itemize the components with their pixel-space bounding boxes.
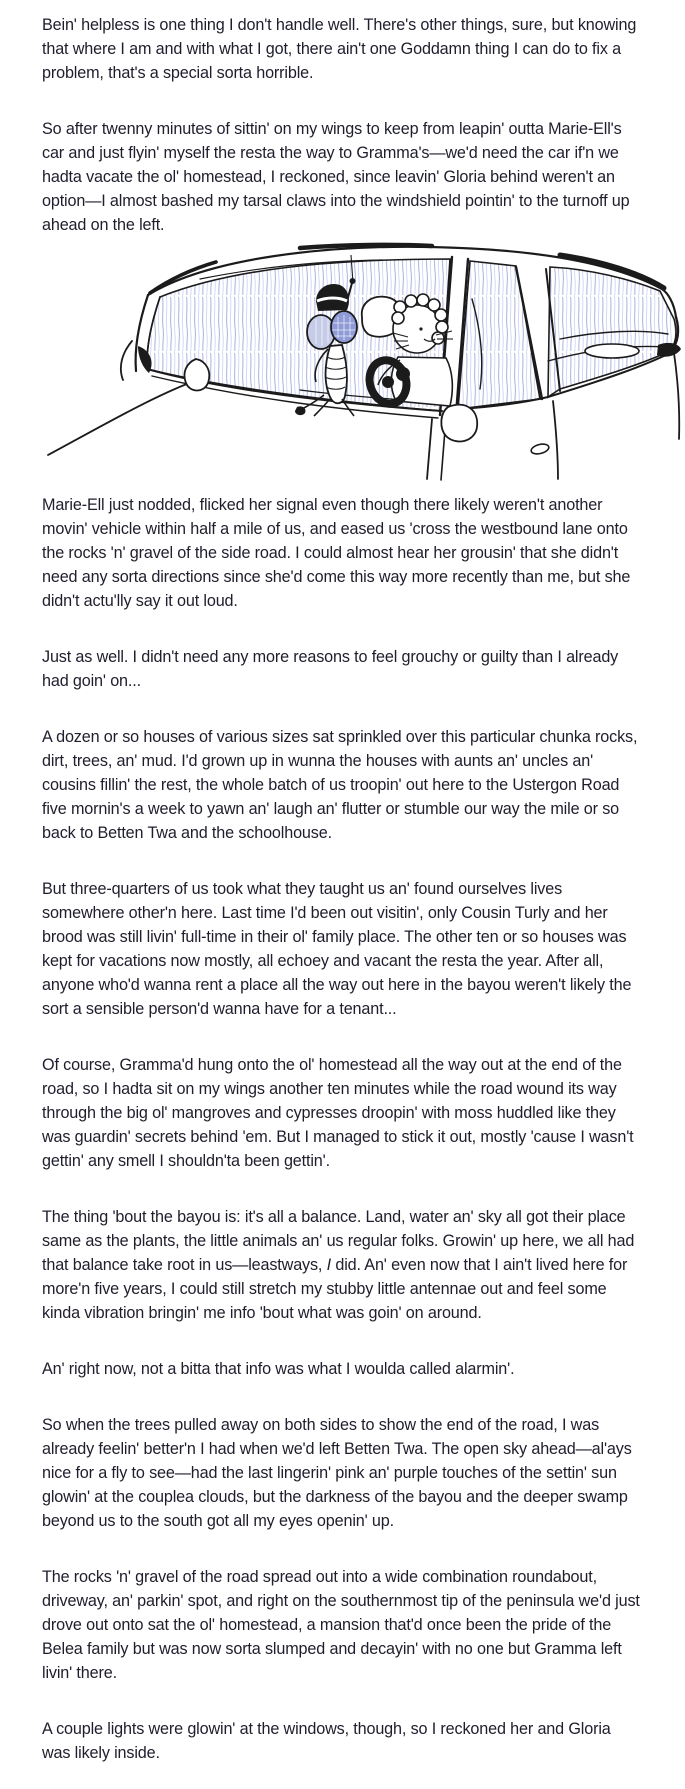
fly-hand: [350, 278, 356, 284]
driver-eye: [419, 327, 422, 330]
text-run: The rocks 'n' gravel of the road spread out into a wide combination roundabout, driveway, an' parkin' spot, and right on the southernmost tip of the peninsula we'd just drove out onto sat the ol' homestead, a mansion that'd once been the pride of the Belea family but was now sorta slumped and decayin' with no one but Gramma left livin' there.: [42, 1568, 640, 1682]
story-paragraph: [42, 645, 642, 693]
car-illustration: [0, 239, 685, 481]
side-mirror: [184, 359, 209, 391]
text-run: did. An' even now that I ain't lived here for more'n five years, I could still stretch my stubby little antennae out and feel some kinda vibration bringin' me info 'bout what was goin' on around.: [42, 1256, 628, 1322]
rear-lower-edge: [674, 353, 679, 439]
c-pillar-dark-accent: [657, 343, 681, 357]
text-run: An' right now, not a bitta that info was what I woulda called alarmin'.: [42, 1360, 515, 1378]
story-paragraph: [42, 1413, 642, 1533]
rear-door-shut-line: [553, 401, 558, 479]
driver-paw: [396, 367, 410, 381]
rear-door-window: [458, 261, 540, 409]
text-run: So after twenny minutes of sittin' on my wings to keep from leapin' outta Marie-Ell's car and just flyin' myself the resta the way to Gramma's—we'd need the car if'n we hadta vacate the ol' homestead, I reckoned, since leavin' Gloria behind weren't an option—I almost bashed my tarsal claws into the windshield pointin' to the turnoff up ahead on the left.: [42, 120, 630, 234]
text-run: But three-quarters of us took what they taught us an' found ourselves lives somewhere other'n here. Last time I'd been out visitin', only Cousin Turly and her brood was still livin' full-time in their ol' family place. The other ten or so houses was kept for vacations now mostly, all echoey and vacant the resta the year. After all, anyone who'd wanna rent a place all the way out here in the bayou weren't likely the sort a sensible person'd wanna have for a tenant...: [42, 880, 632, 1018]
fly-body: [325, 345, 346, 403]
front-door-handle: [530, 442, 550, 455]
story-paragraph: [42, 1717, 642, 1765]
story-text-bottom: [0, 487, 685, 1789]
text-run: A couple lights were glowin' at the windows, though, so I reckoned her and Gloria was likely inside.: [42, 1720, 611, 1762]
story-text-top: [0, 0, 685, 237]
text-run: Of course, Gramma'd hung onto the ol' homestead all the way out at the end of the road, so I hadta sit on my wings another ten minutes while the road wound its way through the big ol' mangroves and cypresses droopin' with moss huddled like they was guardin' secrets behind 'em. But I managed to stick it out, mostly 'cause I wasn't gettin' any smell I shouldn'ta been gettin'.: [42, 1056, 634, 1170]
story-paragraph: [42, 1053, 642, 1173]
front-fender-arc: [121, 341, 132, 380]
text-run: Marie-Ell just nodded, flicked her signal even though there likely weren't another movin' vehicle within half a mile of us, and eased us 'cross the westbound lane onto the rocks 'n' gravel of the side road. I could almost hear her grousin' that she didn't need any sorta directions since she'd come this way more recently than me, but she didn't actu'lly say it out loud.: [42, 496, 631, 610]
front-door-shut-line: [427, 419, 432, 479]
story-paragraph: [42, 13, 642, 85]
text-run: A dozen or so houses of various sizes sat sprinkled over this particular chunka rocks, dirt, trees, an' mud. I'd grown up in wunna the houses with aunts an' uncles an' cousins fillin' the rest, the whole batch of us troopin' out here to the Ustergon Road five mornin's a week to yawn an' laugh an' flutter or stumble our way the mile or so back to Betten Twa and the schoolhouse.: [42, 728, 638, 842]
b-pillar-base-blob: [441, 405, 477, 442]
story-paragraph: [42, 1205, 642, 1325]
text-run: Just as well. I didn't need any more reasons to feel grouchy or guilty than I already had goin' on...: [42, 648, 619, 690]
car-sketch-svg: [0, 239, 685, 481]
story-paragraph: [42, 1357, 642, 1381]
text-run: Bein' helpless is one thing I don't handle well. There's other things, sure, but knowing that where I am and with what I got, there ain't one Goddamn thing I can do to fix a problem, that's a special sorta horrible.: [42, 16, 637, 82]
hood-sweep-line: [48, 382, 192, 455]
text-run: The thing 'bout the bayou is: it's all a balance. Land, water an' sky all got their place same as the plants, the little animals an' us regular folks. Growin' up here, we all had that balance take root in us—leastways,: [42, 1208, 635, 1274]
fly-foot-blob: [295, 406, 305, 415]
story-paragraph: [42, 117, 642, 237]
story-paragraph: [42, 877, 642, 1021]
story-paragraph: [42, 725, 642, 845]
text-run: So when the trees pulled away on both sides to show the end of the road, I was already feelin' better'n I had when we'd left Betten Twa. The open sky ahead—al'ays nice for a fly to see—had the last lingerin' pink an' purple touches of the settin' sun glowin' at the couplea clouds, but the darkness of the bayou and the deeper swamp beyond us to the south got all my eyes openin' up.: [42, 1416, 632, 1530]
story-paragraph: [42, 1565, 642, 1685]
rear-door-handle: [585, 344, 639, 358]
italic-text-run: I: [326, 1256, 331, 1274]
story-paragraph: [42, 493, 642, 613]
